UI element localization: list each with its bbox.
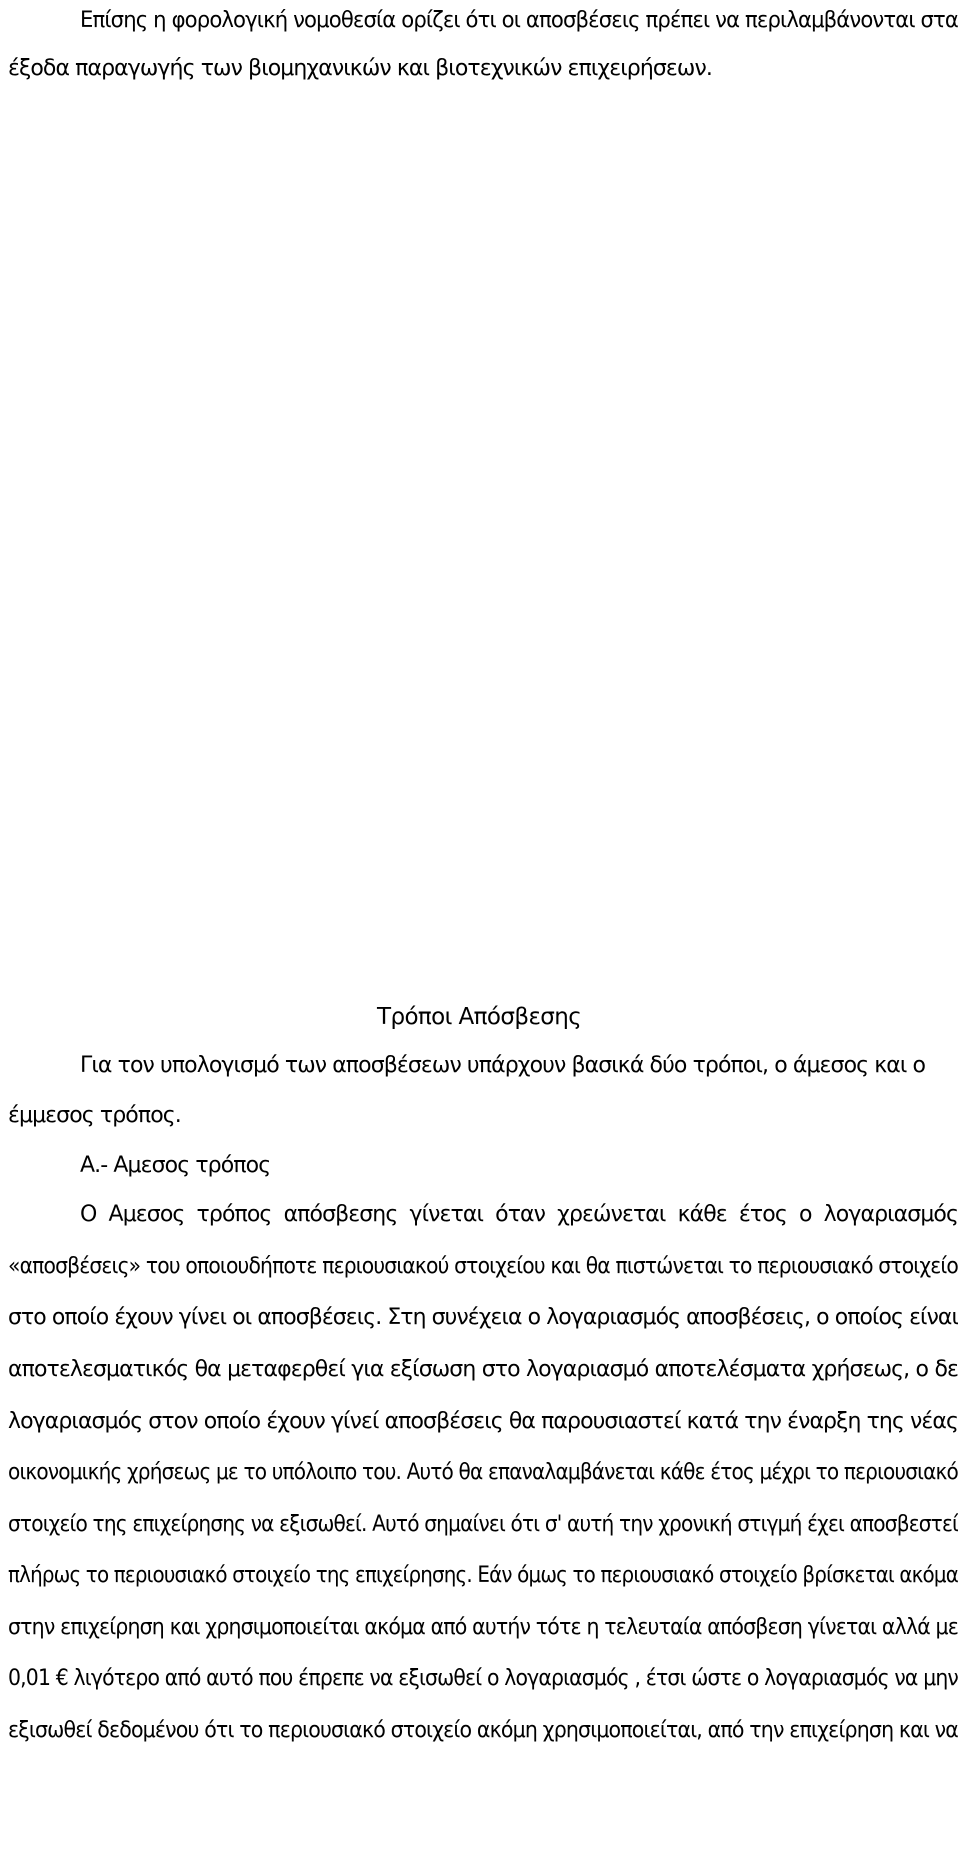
section-intro-line-1: Για τον υπολογισμό των αποσβέσεων υπάρχουν βασικά δύο τρόποι, ο άμεσος και ο (80, 1053, 926, 1078)
body-line: 0,01 € λιγότερο από αυτό που έπρεπε να εξισωθεί ο λογαριασμός , έτσι ώστε ο λογαριασμός να μην (8, 1666, 958, 1691)
body-line: στην επιχείρηση και χρησιμοποιείται ακόμα από αυτήν τότε η τελευταία απόσβεση γίνεται αλλά με (8, 1615, 958, 1640)
body-line: «αποσβέσεις» του οποιουδήποτε περιουσιακού στοιχείου και θα πιστώνεται το περιουσιακό στοιχείο (8, 1254, 958, 1279)
body-line: στοιχείο της επιχείρησης να εξισωθεί. Αυτό σημαίνει ότι σ' αυτή την χρονική στιγμή έχει αποσβεστεί (8, 1512, 958, 1537)
section-intro-line-2: έμμεσος τρόπος. (8, 1103, 181, 1128)
intro-line-1: Επίσης η φορολογική νομοθεσία ορίζει ότι οι αποσβέσεις πρέπει να περιλαμβάνονται στα (80, 8, 958, 33)
body-line: εξισωθεί δεδομένου ότι το περιουσιακό στοιχείο ακόμη χρησιμοποιείται, από την επιχείρηση και να (8, 1718, 958, 1743)
body-line: οικονομικής χρήσεως με το υπόλοιπο του. Αυτό θα επαναλαμβάνεται κάθε έτος μέχρι το περιουσιακό (8, 1460, 958, 1485)
body-line: Ο Αμεσος τρόπος απόσβεσης γίνεται όταν χρεώνεται κάθε έτος ο λογαριασμός (80, 1202, 958, 1227)
intro-line-2: έξοδα παραγωγής των βιομηχανικών και βιοτεχνικών επιχειρήσεων. (8, 56, 712, 81)
subsection-title: Α.- Αμεσος τρόπος (80, 1153, 271, 1178)
body-line: στο οποίο έχουν γίνει οι αποσβέσεις. Στη συνέχεια ο λογαριασμός αποσβέσεις, ο οποίος είναι (8, 1305, 958, 1330)
body-line: λογαριασμός στον οποίο έχουν γίνεί αποσβέσεις θα παρουσιαστεί κατά την έναρξη της νέας (8, 1409, 958, 1434)
section-title: Τρόποι Απόσβεσης (377, 1004, 582, 1030)
body-line: πλήρως το περιουσιακό στοιχείο της επιχείρησης. Εάν όμως το περιουσιακό στοιχείο βρίσκεται ακόμα (8, 1563, 958, 1588)
body-line: αποτελεσματικός θα μεταφερθεί για εξίσωση στο λογαριασμό αποτελέσματα χρήσεως, ο δε (8, 1357, 958, 1382)
